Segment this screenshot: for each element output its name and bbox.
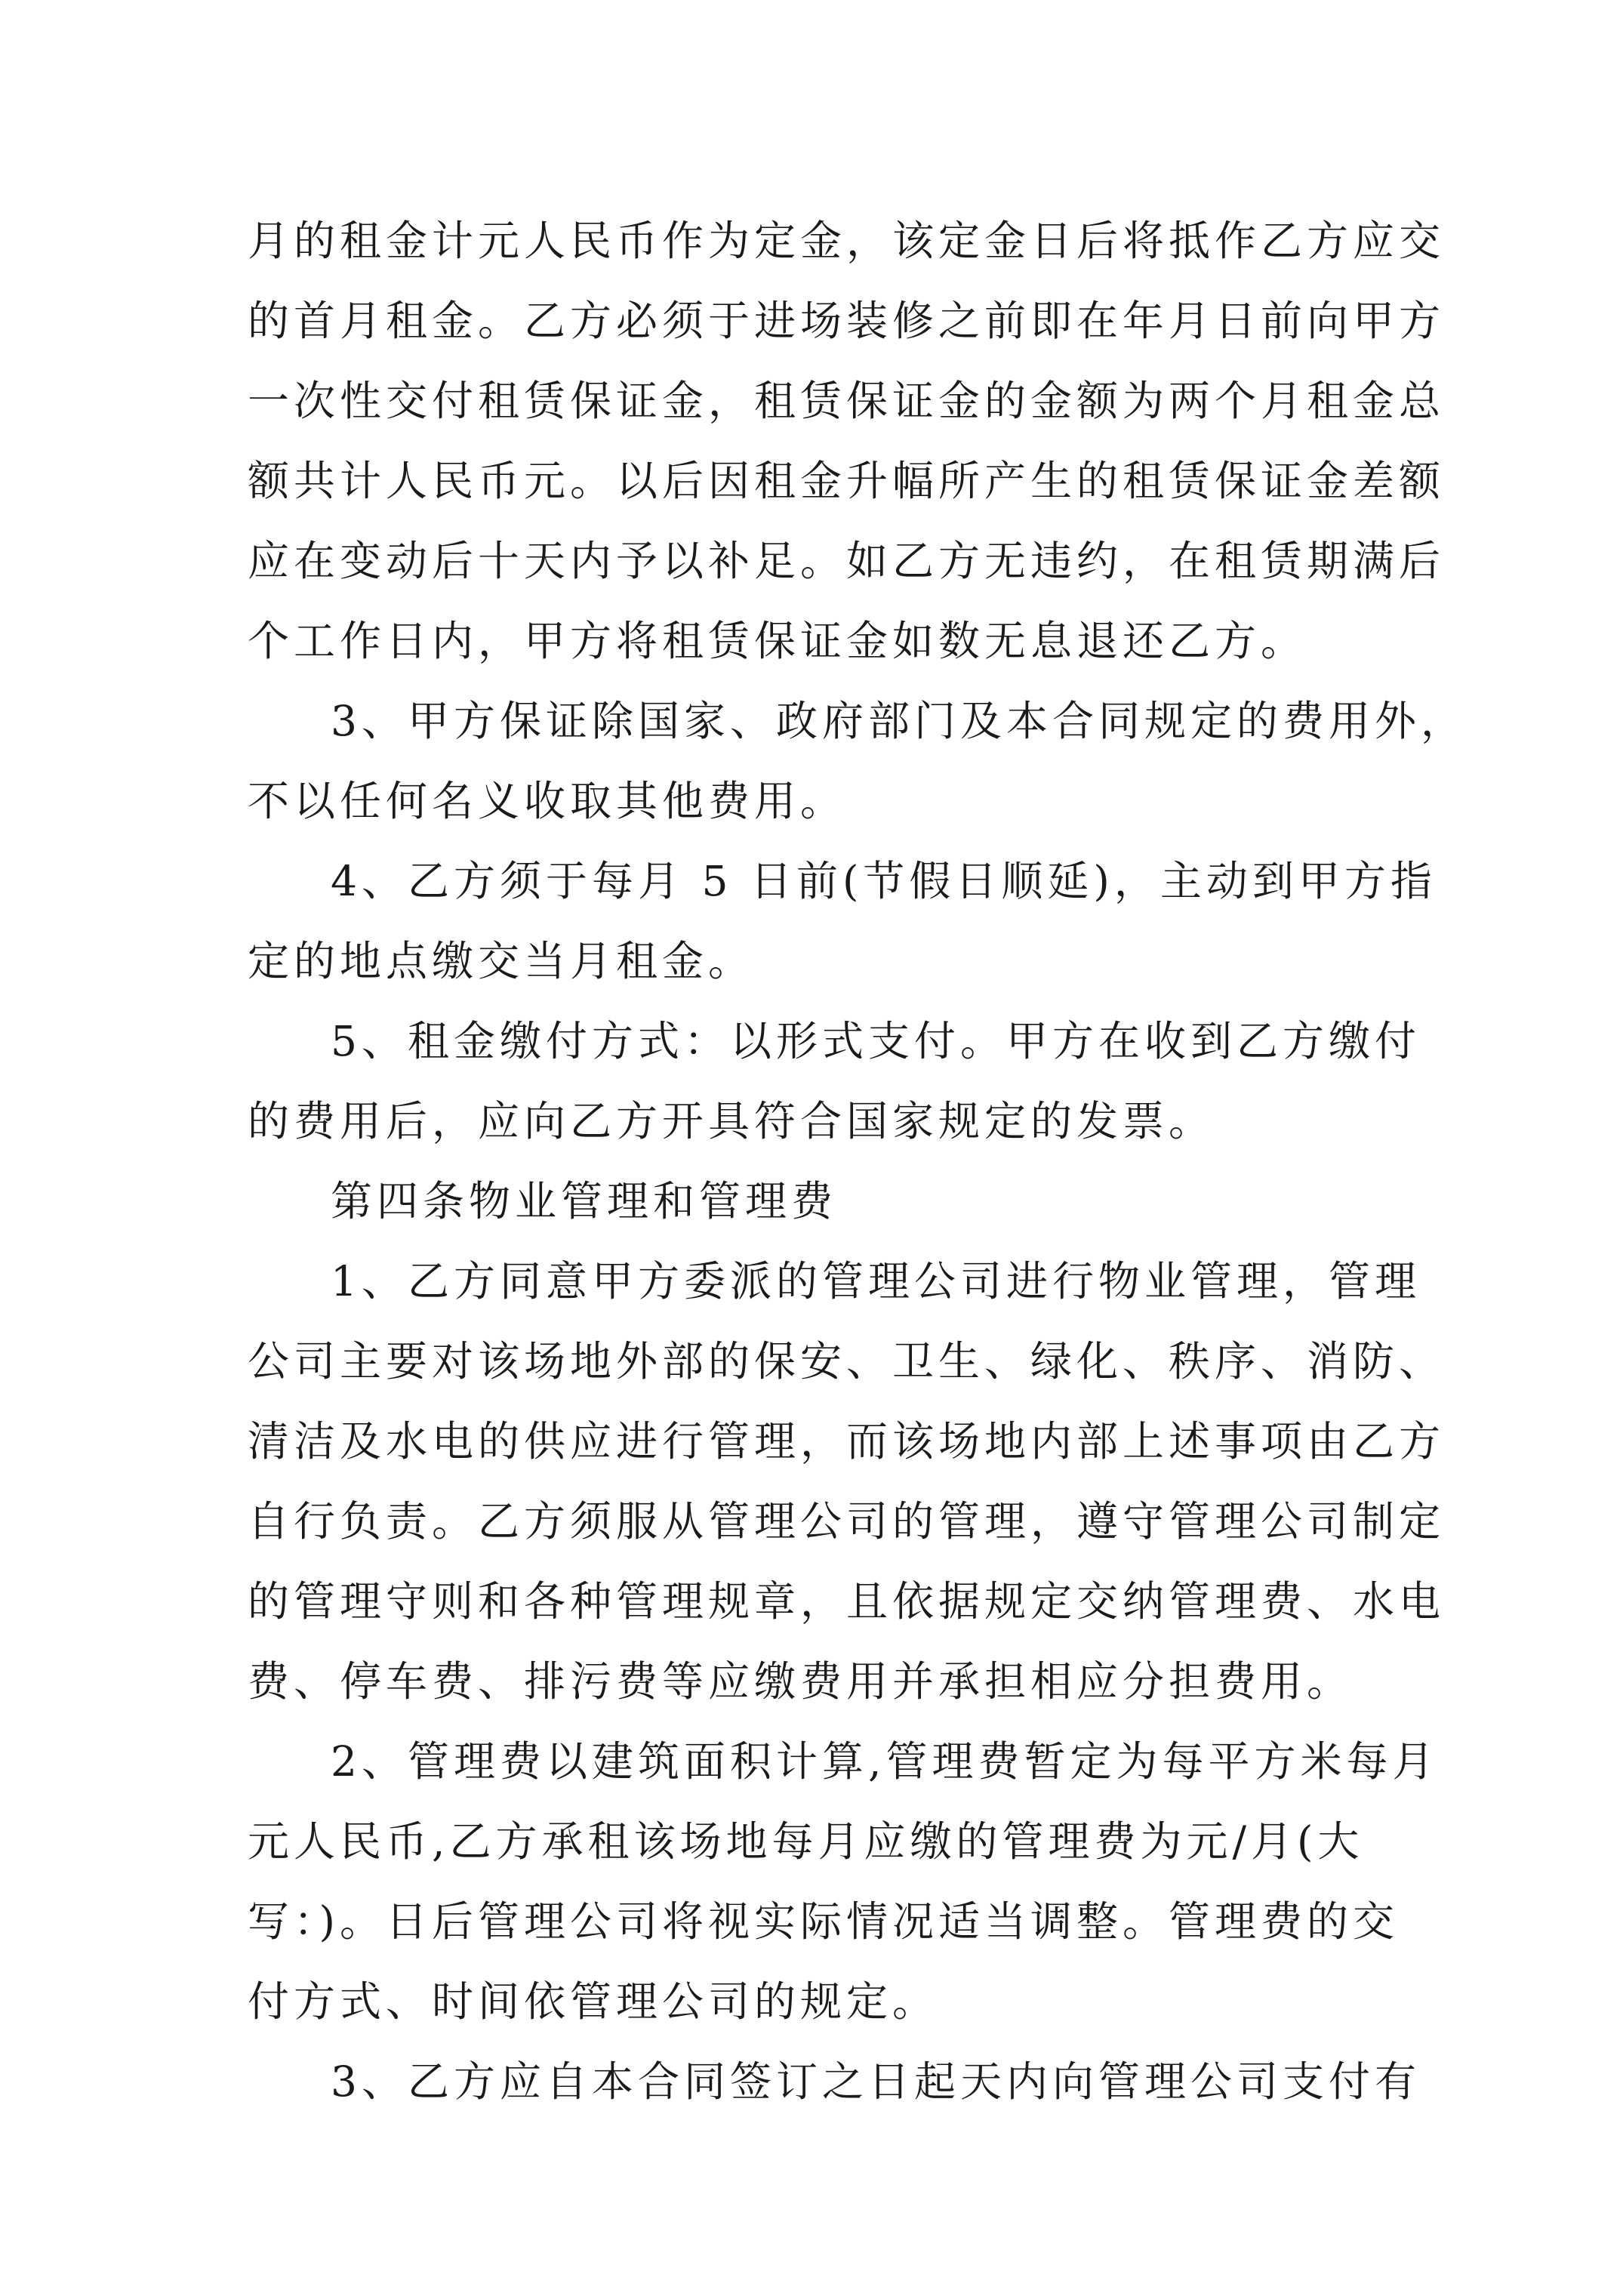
text-line: 不以任何名义收取其他费用。 xyxy=(248,777,847,825)
document-body xyxy=(248,201,1467,2122)
text-line: 公司主要对该场地外部的保安、卫生、绿化、秩序、消防、 xyxy=(248,1337,1446,1385)
text-line: 付方式、时间依管理公司的规定。 xyxy=(248,1977,939,2026)
text-line: 的管理守则和各种管理规章，且依据规定交纳管理费、水电 xyxy=(248,1577,1446,1626)
section-heading: 第四条物业管理和管理费 xyxy=(331,1177,838,1225)
paragraph-start-line: 2、管理费以建筑面积计算,管理费暂定为每平方米每月 xyxy=(331,1737,1439,1786)
text-line: 的首月租金。乙方必须于进场装修之前即在年月日前向甲方 xyxy=(248,297,1446,345)
text-line: 元人民币,乙方承租该场地每月应缴的管理费为元/月(大 xyxy=(248,1817,1364,1866)
text-line: 的费用后，应向乙方开具符合国家规定的发票。 xyxy=(248,1097,1215,1145)
text-line: 月的租金计元人民币作为定金，该定金日后将抵作乙方应交 xyxy=(248,217,1446,265)
text-line: 个工作日内，甲方将租赁保证金如数无息退还乙方。 xyxy=(248,617,1307,665)
text-line: 定的地点缴交当月租金。 xyxy=(248,937,755,985)
text-line: 费、停车费、排污费等应缴费用并承担相应分担费用。 xyxy=(248,1657,1354,1706)
text-line: 写：)。日后管理公司将视实际情况适当调整。管理费的交 xyxy=(248,1897,1399,1946)
text-line: 一次性交付租赁保证金，租赁保证金的金额为两个月租金总 xyxy=(248,377,1446,425)
paragraph-start-line: 3、乙方应自本合同签订之日起天内向管理公司支付有 xyxy=(331,2057,1421,2106)
text-line: 清洁及水电的供应进行管理，而该场地内部上述事项由乙方 xyxy=(248,1417,1446,1465)
paragraph-start-line: 5、租金缴付方式：以形式支付。甲方在收到乙方缴付 xyxy=(331,1017,1421,1065)
paragraph-start-line: 4、乙方须于每月 5 日前(节假日顺延)，主动到甲方指 xyxy=(331,857,1437,905)
paragraph-start-line: 1、乙方同意甲方委派的管理公司进行物业管理，管理 xyxy=(331,1257,1421,1305)
text-line: 应在变动后十天内予以补足。如乙方无违约，在租赁期满后 xyxy=(248,537,1446,585)
paragraph-start-line: 3、甲方保证除国家、政府部门及本合同规定的费用外， xyxy=(331,697,1467,745)
text-line: 自行负责。乙方须服从管理公司的管理，遵守管理公司制定 xyxy=(248,1497,1446,1546)
text-line: 额共计人民币元。以后因租金升幅所产生的租赁保证金差额 xyxy=(248,457,1446,505)
